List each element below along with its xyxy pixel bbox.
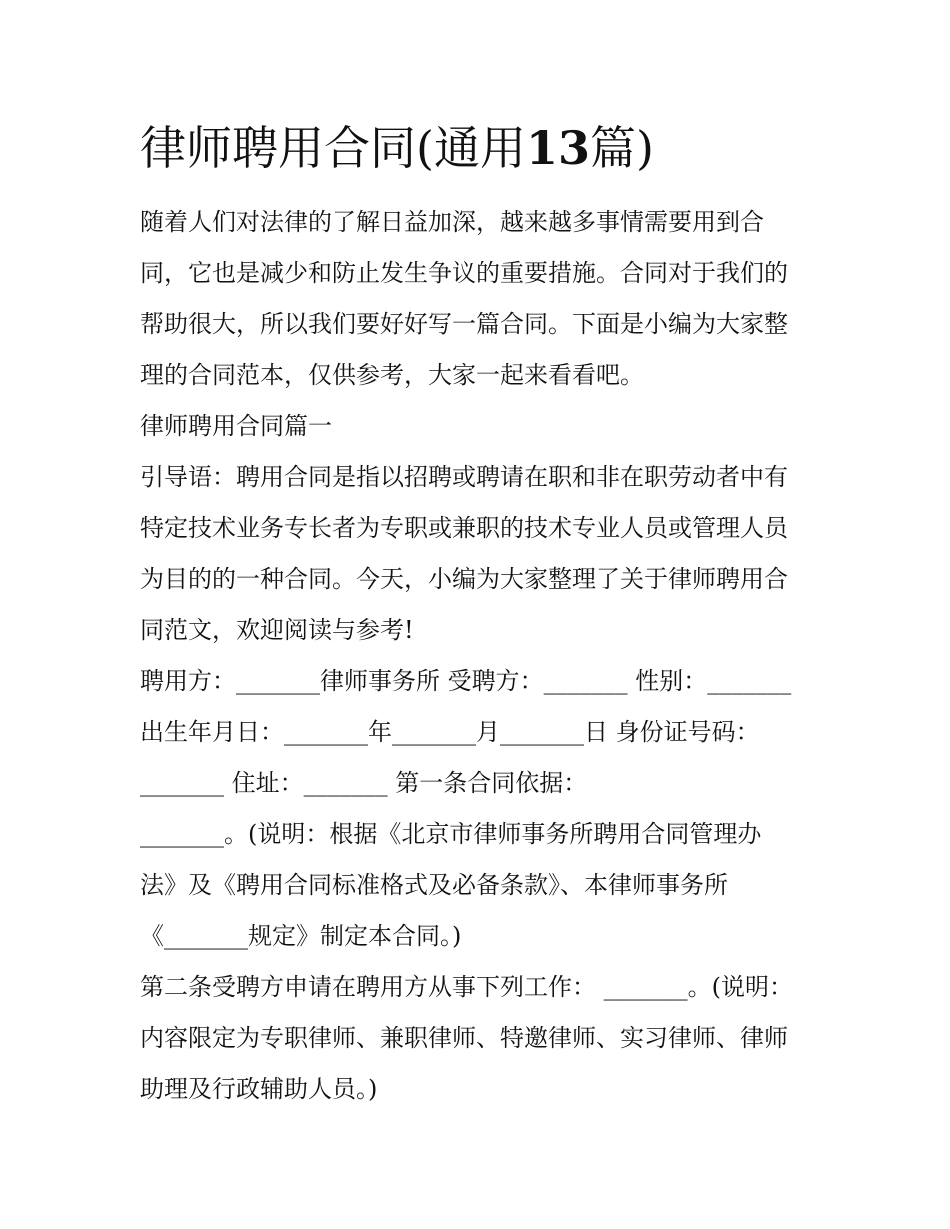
guide-line-4: 同范文，欢迎阅读与参考!	[140, 616, 414, 644]
title-number: 13	[525, 121, 590, 175]
parties-line: 聘用方：_______律师事务所 受聘方：_______ 性别：_______	[140, 667, 792, 695]
guide-line-3: 为目的的一种合同。今天，小编为大家整理了关于律师聘用合	[140, 565, 788, 593]
section-heading: 律师聘用合同篇一	[140, 412, 332, 440]
intro-line-2: 同，它也是减少和防止发生争议的重要措施。合同对于我们的	[140, 259, 788, 287]
intro-line-1: 随着人们对法律的了解日益加深，越来越多事情需要用到合	[140, 208, 764, 236]
address-line: _______ 住址：_______ 第一条合同依据：	[140, 769, 588, 797]
article-2-line-2: 内容限定为专职律师、兼职律师、特邀律师、实习律师、律师	[140, 1024, 788, 1052]
intro-line-4: 理的合同范本，仅供参考，大家一起来看看吧。	[140, 361, 644, 389]
document-title	[140, 112, 654, 184]
article-2-line-3: 助理及行政辅助人员。)	[140, 1075, 378, 1103]
intro-line-3: 帮助很大，所以我们要好好写一篇合同。下面是小编为大家整	[140, 310, 788, 338]
article-1-line-3: 《_______规定》制定本合同。)	[140, 922, 462, 950]
article-2-line-1: 第二条受聘方申请在聘用方从事下列工作： _______。(说明：	[140, 973, 793, 1001]
guide-line-1: 引导语：聘用合同是指以招聘或聘请在职和非在职劳动者中有	[140, 463, 788, 491]
title-prefix: 律师聘用合同(通用	[140, 121, 526, 175]
guide-line-2: 特定技术业务专长者为专职或兼职的技术专业人员或管理人员	[140, 514, 788, 542]
article-1-line-1: _______。(说明：根据《北京市律师事务所聘用合同管理办	[140, 820, 762, 848]
article-1-line-2: 法》及《聘用合同标准格式及必备条款》、本律师事务所	[140, 871, 728, 899]
title-suffix: 篇)	[589, 121, 654, 175]
birthdate-line: 出生年月日：_______年_______月_______日 身份证号码：	[140, 718, 760, 746]
